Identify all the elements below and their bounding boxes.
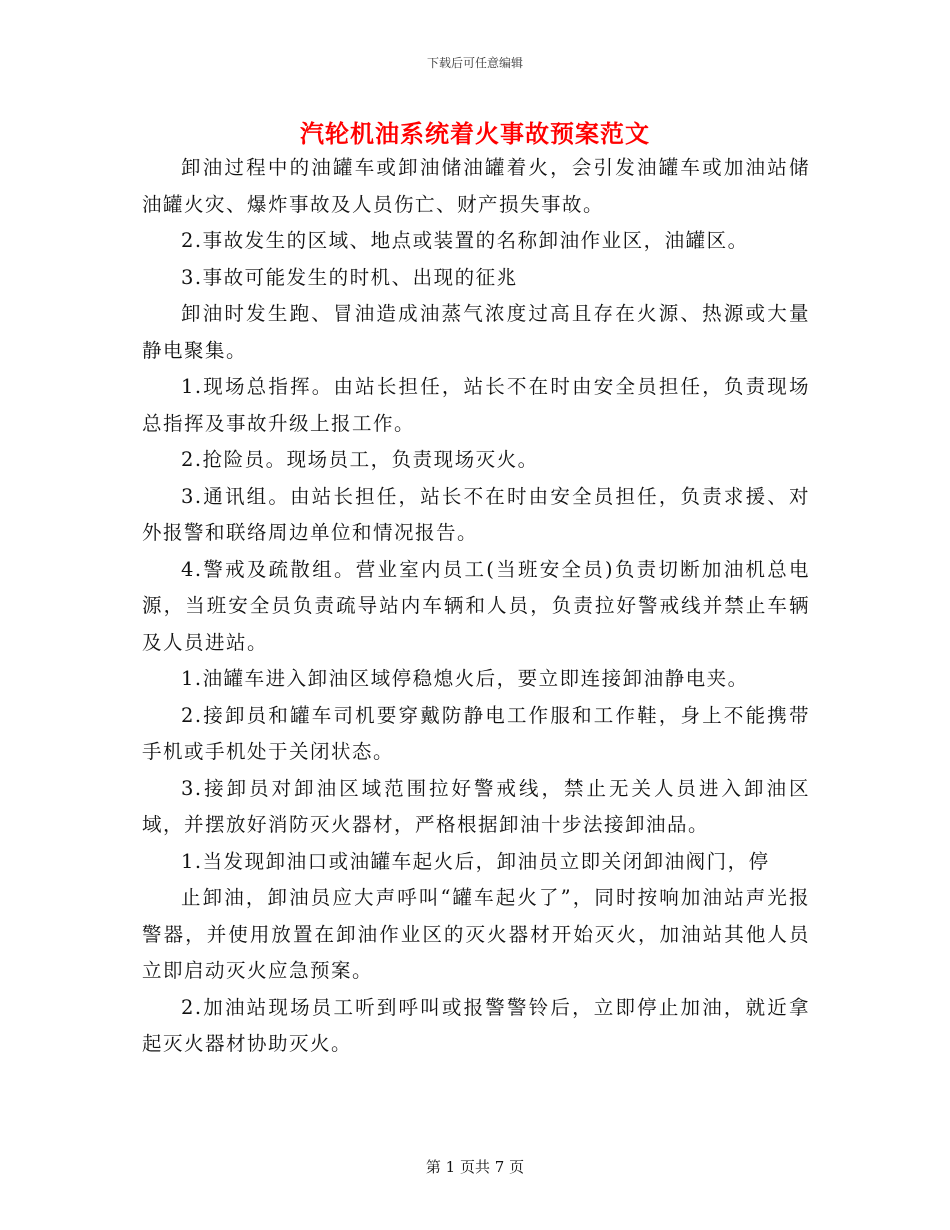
paragraph: 2.接卸员和罐车司机要穿戴防静电工作服和工作鞋，身上不能携带手机或手机处于关闭状态。 [142,703,810,763]
paragraph: 4.警戒及疏散组。营业室内员工(当班安全员)负责切断加油机总电源，当班安全员负责疏导站内车辆和人员，负责拉好警戒线并禁止车辆及人员进站。 [142,557,810,654]
paragraph: 2.事故发生的区域、地点或装置的名称卸油作业区，油罐区。 [181,229,749,252]
paragraph: 1.现场总指挥。由站长担任，站长不在时由安全员担任，负责现场总指挥及事故升级上报工作。 [142,375,810,435]
document-body [142,150,810,1063]
paragraph: 卸油时发生跑、冒油造成油蒸气浓度过高且存在火源、热源或大量静电聚集。 [142,302,810,362]
page-number: 第 1 页共 7 页 [425,1158,525,1176]
paragraph: 2.抢险员。现场员工，负责现场灭火。 [181,448,539,471]
header-note: 下载后可任意编辑 [426,56,523,70]
paragraph: 3.通讯组。由站长担任，站长不在时由安全员担任，负责求援、对外报警和联络周边单位和情况报告。 [142,484,810,544]
document-title: 汽轮机油系统着火事故预案范文 [300,119,650,148]
page-footer [0,1156,950,1177]
paragraph: 1.油罐车进入卸油区域停稳熄火后，要立即连接卸油静电夹。 [181,667,749,690]
paragraph: 止卸油，卸油员应大声呼叫“罐车起火了”，同时按响加油站声光报警器，并使用放置在卸油作业区的灭火器材开始灭火，加油站其他人员立即启动灭火应急预案。 [142,886,810,982]
paragraph: 卸油过程中的油罐车或卸油储油罐着火，会引发油罐车或加油站储油罐火灾、爆炸事故及人员伤亡、财产损失事故。 [142,156,810,216]
paragraph: 2.加油站现场员工听到呼叫或报警警铃后，立即停止加油，就近拿起灭火器材协助灭火。 [142,995,810,1055]
paragraph: 3.事故可能发生的时机、出现的征兆 [181,265,518,289]
paragraph: 3.接卸员对卸油区域范围拉好警戒线，禁止无关人员进入卸油区域，并摆放好消防灭火器材，严格根据卸油十步法接卸油品。 [142,776,810,836]
paragraph: 1.当发现卸油口或油罐车起火后，卸油员立即关闭卸油阀门，停 [181,849,770,873]
